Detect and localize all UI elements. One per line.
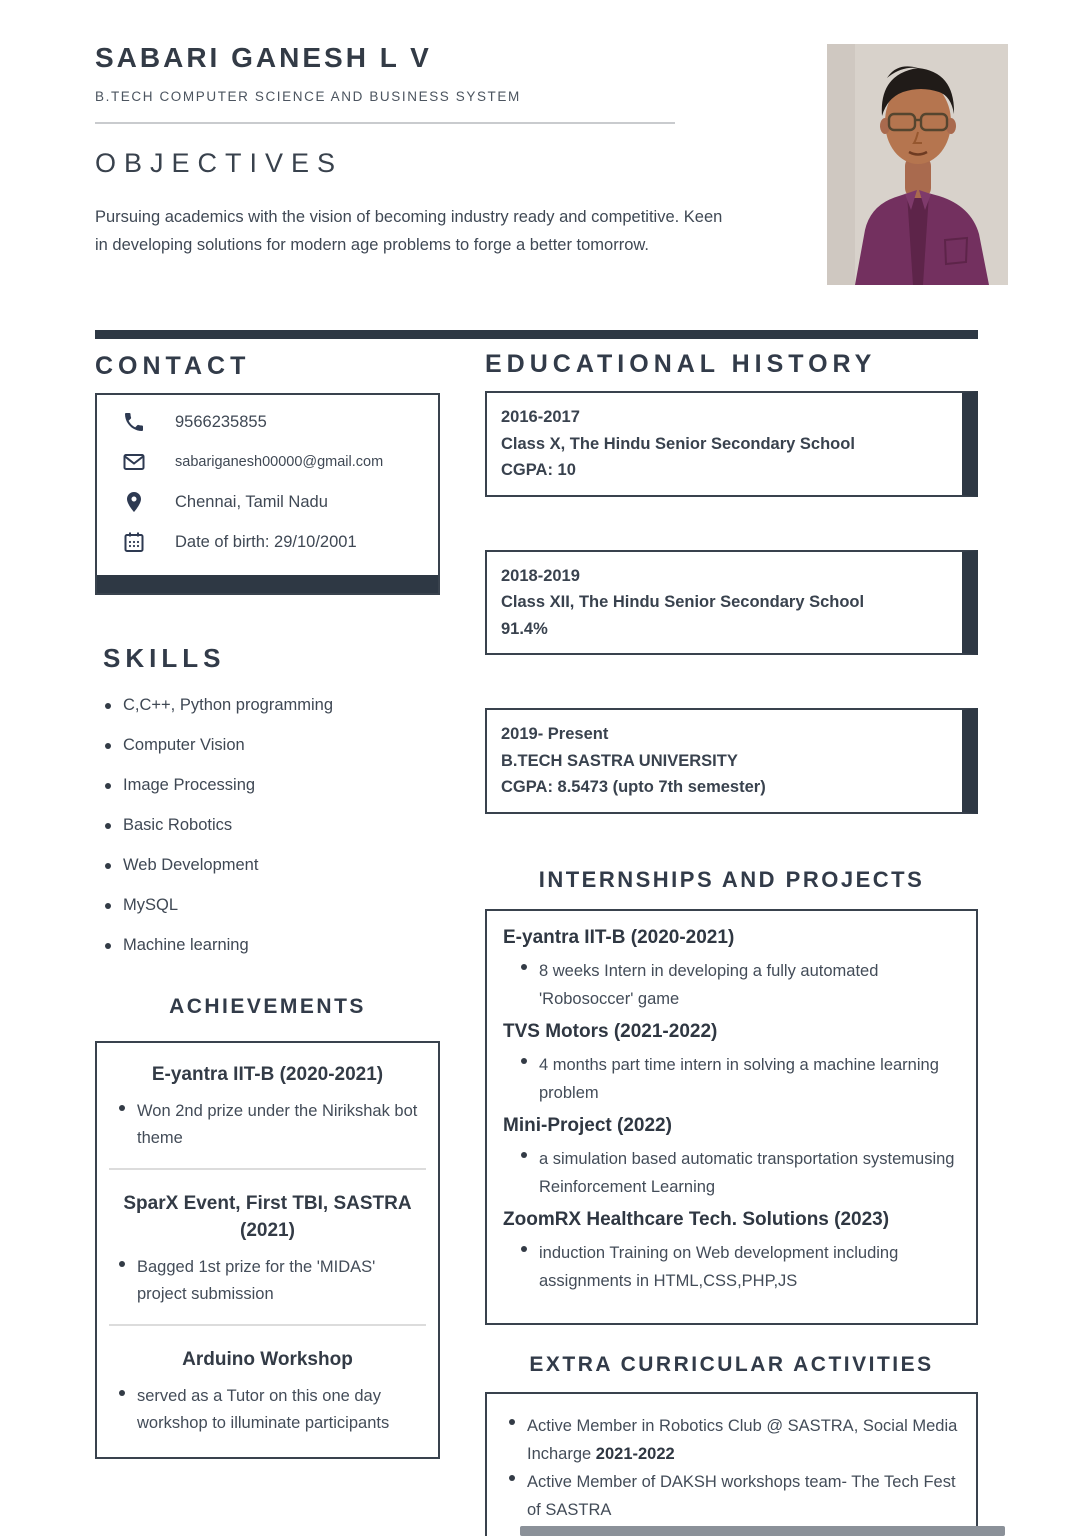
extracurricular-item-text — [527, 1468, 958, 1524]
skill-label: Computer Vision — [123, 736, 245, 754]
extracurricular-item — [499, 1468, 958, 1524]
bullet-dot — [521, 1058, 527, 1064]
education-period: 2018-2019 — [501, 566, 580, 585]
achievements-divider — [109, 1324, 426, 1326]
profile-photo-illustration — [827, 44, 1008, 285]
education-card — [485, 550, 978, 656]
bullet-dot — [509, 1419, 515, 1425]
education-school: Class X, The Hindu Senior Secondary School — [501, 434, 855, 453]
contact-row-email — [119, 449, 428, 475]
achievement-bullet — [109, 1383, 426, 1437]
phone-icon — [119, 409, 149, 435]
profile-photo — [827, 44, 1008, 285]
bullet-dot — [509, 1475, 515, 1481]
education-title: EDUCATIONAL HISTORY — [485, 350, 877, 378]
internship-bullet-text: a simulation based automatic transportation systemusing Reinforcement Learning — [539, 1149, 955, 1196]
contact-title: CONTACT — [95, 352, 251, 380]
skill-label: MySQL — [123, 896, 179, 914]
internship-entry-title: E-yantra IIT-B (2020-2021) — [503, 926, 735, 948]
achievement-entry-title: SparX Event, First TBI, SASTRA (2021) — [123, 1193, 412, 1241]
contact-card-bottom-bar — [97, 575, 438, 593]
candidate-degree: B.TECH COMPUTER SCIENCE AND BUSINESS SYSTEM — [95, 89, 521, 104]
contact-row-dob — [119, 529, 428, 555]
achievements-divider — [109, 1168, 426, 1170]
skill-label: Image Processing — [123, 776, 256, 794]
internship-entry-title: TVS Motors (2021-2022) — [503, 1020, 718, 1042]
education-card — [485, 708, 978, 814]
bullet-dot — [521, 1246, 527, 1252]
contact-location-value: Chennai, Tamil Nadu — [175, 492, 328, 511]
email-icon — [119, 449, 149, 475]
extracurricular-item-text — [527, 1412, 958, 1468]
bullet-dot — [105, 943, 111, 949]
achievement-bullet — [109, 1098, 426, 1152]
internship-bullet — [503, 1051, 960, 1107]
skill-label: Machine learning — [123, 936, 249, 954]
education-card — [485, 391, 978, 497]
contact-card — [95, 393, 440, 595]
bullet-dot — [105, 743, 111, 749]
extracurricular-item — [499, 1412, 958, 1468]
section-divider-bar — [95, 330, 978, 339]
bullet-dot — [521, 964, 527, 970]
skills-title: SKILLS — [103, 643, 226, 673]
achievements-card — [95, 1041, 440, 1459]
achievement-bullet-text: served as a Tutor on this one day workshop to illuminate participants — [137, 1387, 390, 1432]
education-school: Class XII, The Hindu Senior Secondary School — [501, 593, 865, 611]
skill-item — [95, 696, 440, 715]
location-icon — [119, 489, 149, 515]
achievement-bullet — [109, 1254, 426, 1308]
achievement-bullet-text: Won 2nd prize under the Nirikshak bot theme — [137, 1102, 418, 1147]
skill-label: Web Development — [123, 856, 259, 874]
internship-bullet-text: 8 weeks Intern in developing a fully automated 'Robosoccer' game — [539, 961, 879, 1008]
bullet-dot — [119, 1390, 125, 1396]
skill-item — [95, 776, 440, 795]
education-period: 2019- Present — [501, 725, 609, 743]
education-period: 2016-2017 — [501, 408, 580, 426]
calendar-icon — [119, 529, 149, 555]
achievement-entry — [109, 1061, 426, 1152]
achievement-entry — [109, 1190, 426, 1308]
bullet-dot — [521, 1152, 527, 1158]
extracurricular-text: Active Member in Robotics Club @ SASTRA, Social Media Incharge — [527, 1416, 958, 1463]
bottom-divider-bar — [520, 1526, 1005, 1536]
extracurricular-text: Active Member of DAKSH workshops team- The Tech Fest of SASTRA — [527, 1472, 956, 1519]
internship-entry-title: ZoomRX Healthcare Tech. Solutions (2023) — [503, 1208, 890, 1230]
internship-entry-title: Mini-Project (2022) — [503, 1114, 672, 1136]
extracurricular-text-bold: 2021-2022 — [595, 1444, 675, 1463]
achievement-entry-title: Arduino Workshop — [182, 1349, 353, 1370]
skill-item — [95, 896, 440, 915]
header-divider — [95, 122, 675, 124]
internship-entry — [503, 927, 960, 1013]
contact-row-location — [119, 489, 428, 515]
skill-item — [95, 816, 440, 835]
internship-bullet-text: induction Training on Web development including assignments in HTML,CSS,PHP,JS — [539, 1243, 899, 1290]
bullet-dot — [119, 1105, 125, 1111]
bullet-dot — [119, 1261, 125, 1267]
skill-label: Basic Robotics — [123, 816, 233, 834]
contact-dob-value: Date of birth: 29/10/2001 — [175, 532, 357, 551]
bullet-dot — [105, 783, 111, 789]
education-score: CGPA: 10 — [501, 461, 576, 479]
achievement-entry-title: E-yantra IIT-B (2020-2021) — [151, 1064, 384, 1085]
skill-item — [95, 936, 440, 955]
candidate-name: SABARI GANESH L V — [95, 42, 432, 73]
internship-bullet — [503, 1145, 960, 1201]
education-school: B.TECH SASTRA UNIVERSITY — [501, 751, 738, 770]
contact-row-phone — [119, 409, 428, 435]
skill-item — [95, 736, 440, 755]
internships-title: INTERNSHIPS AND PROJECTS — [538, 866, 925, 892]
extracurricular-title: EXTRA CURRICULAR ACTIVITIES — [529, 1352, 934, 1376]
education-score: CGPA: 8.5473 (upto 7th semester) — [501, 778, 766, 796]
objectives-text: Pursuing academics with the vision of becoming industry ready and competitive. Keen in developing solutions for modern age problems to forge a better tomorrow. — [95, 208, 723, 254]
internship-bullet — [503, 957, 960, 1013]
internship-entry — [503, 1209, 960, 1295]
achievements-title: ACHIEVEMENTS — [169, 995, 366, 1018]
skills-list — [95, 696, 440, 955]
objectives-title: OBJECTIVES — [95, 148, 344, 178]
left-column — [95, 352, 440, 1459]
education-score: 91.4% — [501, 619, 548, 638]
bullet-dot — [105, 823, 111, 829]
internship-entry — [503, 1115, 960, 1201]
contact-phone-value: 9566235855 — [175, 412, 267, 431]
bullet-dot — [105, 703, 111, 709]
achievement-bullet-text: Bagged 1st prize for the 'MIDAS' project submission — [137, 1258, 376, 1303]
achievement-entry — [109, 1346, 426, 1437]
internship-entry — [503, 1021, 960, 1107]
extracurricular-card — [485, 1392, 978, 1536]
right-column — [485, 350, 978, 1536]
bullet-dot — [105, 903, 111, 909]
skill-item — [95, 856, 440, 875]
internship-bullet-text: 4 months part time intern in solving a machine learning problem — [539, 1055, 939, 1102]
internship-bullet — [503, 1239, 960, 1295]
contact-email-value: sabariganesh00000@gmail.com — [175, 454, 384, 470]
bullet-dot — [105, 863, 111, 869]
skill-label: C,C++, Python programming — [123, 696, 334, 714]
internships-card — [485, 909, 978, 1325]
